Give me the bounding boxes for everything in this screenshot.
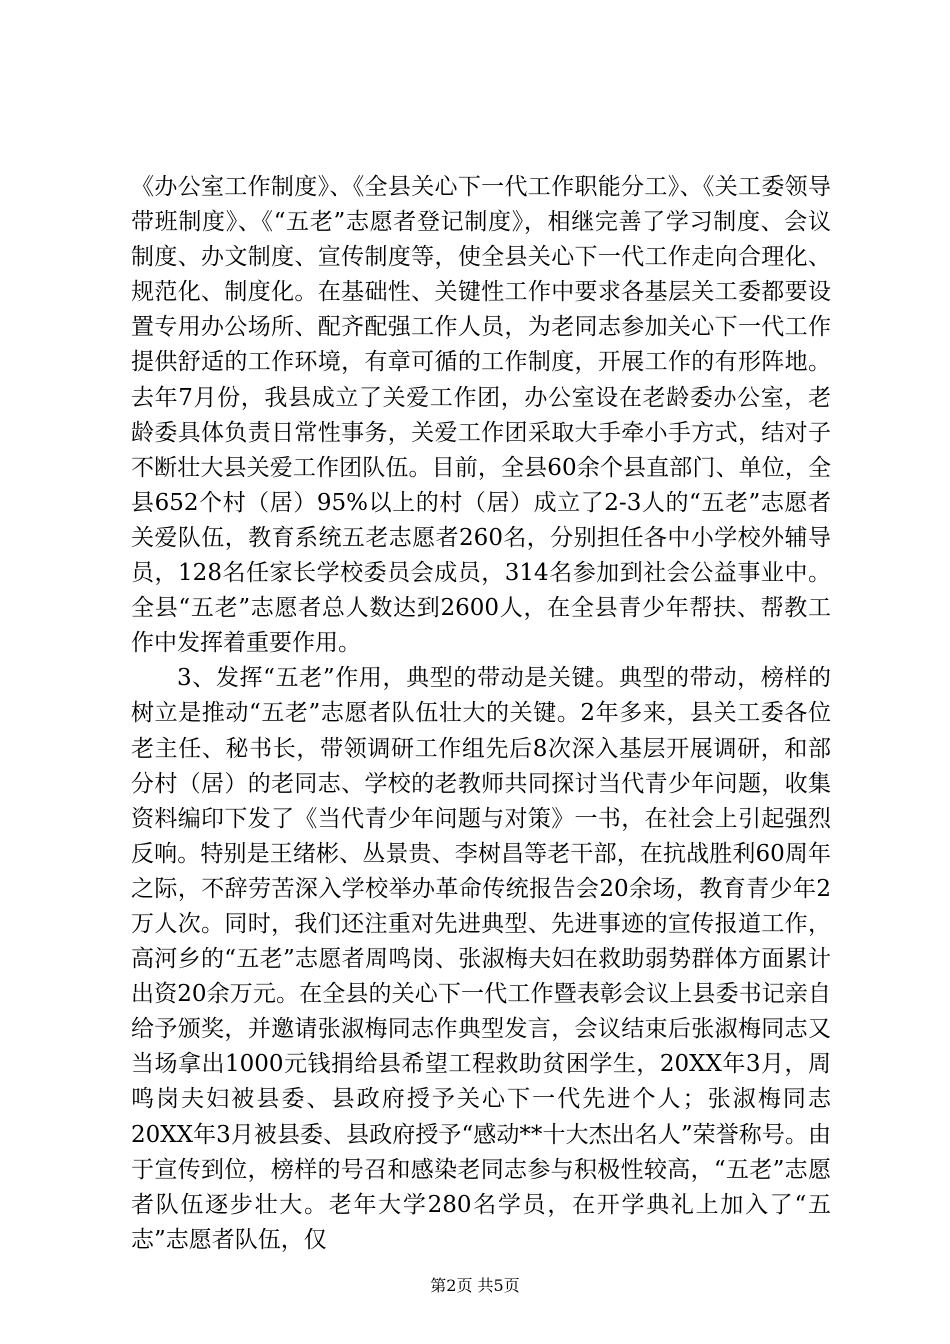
- page-footer: 第2页 共5页: [430, 1276, 520, 1295]
- document-body: [131, 170, 831, 1258]
- paragraph-role-models: 3、发挥“五老”作用，典型的带动是关键。典型的带动，榜样的树立是推动“五老”志愿者队伍壮大的关键。2年多来，县关工委各位老主任、秘书长，带领调研工作组先后8次深入基层开展调研，和部分村（居）的老同志、学校的老教师共同探讨当代青少年问题，收集资料编印下发了《当代青少年问题与对策》一书，在社会上引起强烈反响。特别是王绪彬、丛景贵、李树昌等老干部，在抗战胜利60周年之际，不辞劳苦深入学校举办革命传统报告会20余场，教育青少年2万人次。同时，我们还注重对先进典型、先进事迹的宣传报道工作，高河乡的“五老”志愿者周鸣岗、张淑梅夫妇在救助弱势群体方面累计出资20余万元。在全县的关心下一代工作暨表彰会议上县委书记亲自给予颁奖，并邀请张淑梅同志作典型发言，会议结束后张淑梅同志又当场拿出1000元钱捐给县希望工程救助贫困学生，20XX年3月，周鸣岗夫妇被县委、县政府授予关心下一代先进个人；张淑梅同志20XX年3月被县委、县政府授予“感动**十大杰出名人”荣誉称号。由于宣传到位，榜样的号召和感染老同志参与积极性较高，“五老”志愿者队伍逐步壮大。老年大学280名学员，在开学典礼上加入了“五志”志愿者队伍，仅: [131, 665, 831, 1253]
- paragraph-work-systems: 《办公室工作制度》、《全县关心下一代工作职能分工》、《关工委领导带班制度》、《“五老”志愿者登记制度》，相继完善了学习制度、会议制度、办文制度、宣传制度等，使全县关心下一代工作走向合理化、规范化、制度化。在基础性、关键性工作中要求各基层关工委都要设置专用办公场所、配齐配强工作人员，为老同志参加关心下一代工作提供舒适的工作环境，有章可循的工作制度，开展工作的有形阵地。去年7月份，我县成立了关爱工作团，办公室设在老龄委办公室，老龄委具体负责日常性事务，关爱工作团采取大手牵小手方式，结对子不断壮大县关爱工作团队伍。目前，全县60余个县直部门、单位，全县652个村（居）95%以上的村（居）成立了2-3人的“五老”志愿者关爱队伍，教育系统五老志愿者260名，分别担任各中小学校外辅导员，128名任家长学校委员会成员，314名参加到社会公益事业中。全县“五老”志愿者总人数达到2600人，在全县青少年帮扶、帮教工作中发挥着重要作用。: [131, 174, 831, 657]
